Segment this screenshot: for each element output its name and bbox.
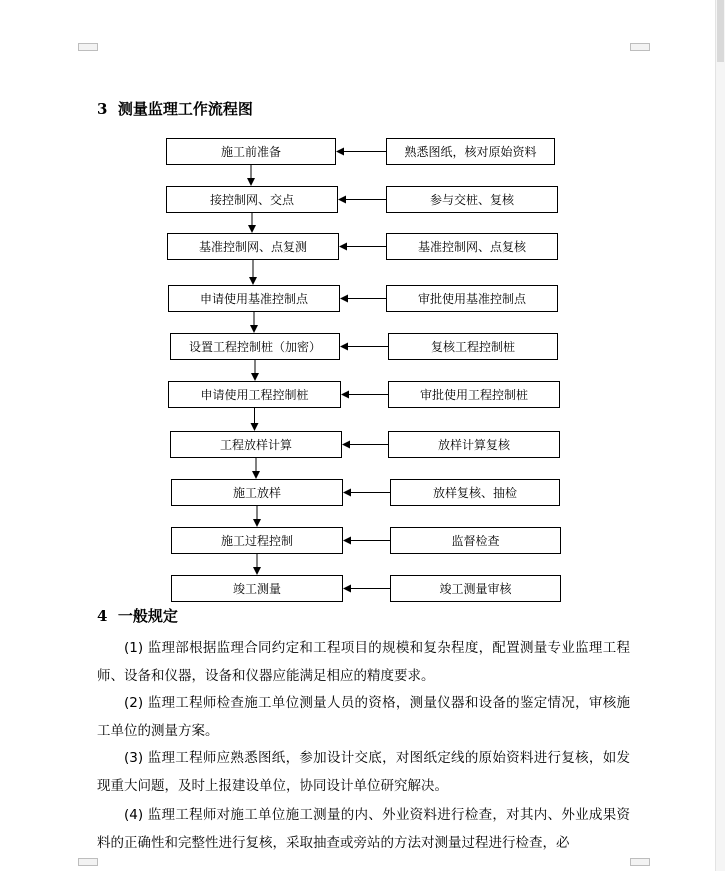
flow-step-box-8 [171, 479, 343, 506]
flow-step-box-3 [167, 233, 339, 260]
paragraph-1: (1) 监理部根据监理合同约定和工程项目的规模和复杂程度，配置测量专业监理工程师、设备和仪器，设备和仪器应能满足相应的精度要求。 [97, 640, 630, 684]
page-corner-mark-bottom-left [78, 858, 98, 866]
review-step-box-7-label: 放样计算复核 [437, 438, 510, 452]
page-corner-mark-bottom-right [630, 858, 650, 866]
flow-step-box-5 [170, 333, 340, 360]
flow-step-box-9-label: 施工过程控制 [220, 534, 293, 548]
review-step-box-5 [388, 333, 558, 360]
paragraph-2: (2) 监理工程师检查施工单位测量人员的资格，测量仪器和设备的鉴定情况，审核施工单位的测量方案。 [97, 695, 630, 739]
review-step-box-7 [388, 431, 560, 458]
review-step-box-8-label: 放样复核、抽检 [432, 486, 517, 500]
vertical-scrollbar[interactable] [715, 0, 725, 871]
review-step-box-9 [390, 527, 561, 554]
review-step-box-2 [386, 186, 558, 213]
flow-step-box-4-label: 申请使用基准控制点 [199, 292, 308, 306]
flow-step-box-10-label: 竣工测量 [232, 582, 281, 596]
flow-step-box-7 [170, 431, 342, 458]
flow-step-box-5-label: 设置工程控制桩（加密） [188, 340, 321, 354]
flow-step-box-8-label: 施工放样 [232, 486, 281, 500]
paragraph-3: (3) 监理工程师应熟悉图纸，参加设计交底，对图纸定线的原始资料进行复核，如发现重大问题，及时上报建设单位，协同设计单位研究解决。 [97, 750, 630, 794]
review-step-box-4 [386, 285, 558, 312]
section-3-title: 测量监理工作流程图 [117, 100, 253, 118]
flow-step-box-1-label: 施工前准备 [220, 145, 281, 159]
review-step-box-5-label: 复核工程控制桩 [430, 340, 515, 354]
paragraph-4: (4) 监理工程师对施工单位施工测量的内、外业资料进行检查，对其内、外业成果资料的正确性和完整性进行复核，采取抽查或旁站的方法对测量过程进行检查，必 [97, 807, 630, 851]
review-step-box-1-label: 熟悉图纸，核对原始资料 [404, 145, 537, 159]
flow-step-box-4 [168, 285, 340, 312]
review-step-box-4-label: 审批使用基准控制点 [417, 292, 526, 306]
section-4-heading [97, 605, 178, 626]
flow-step-box-6-label: 申请使用工程控制桩 [200, 388, 309, 402]
flow-step-box-3-label: 基准控制网、点复测 [198, 240, 307, 254]
review-step-box-3-label: 基准控制网、点复核 [417, 240, 526, 254]
flow-step-box-2 [166, 186, 338, 213]
review-step-box-8 [390, 479, 560, 506]
review-step-box-9-label: 监督检查 [451, 534, 500, 548]
review-step-box-1 [386, 138, 555, 165]
review-step-box-6 [388, 381, 560, 408]
section-4-number: 4 [97, 607, 108, 625]
review-step-box-10 [390, 575, 561, 602]
flow-step-box-2-label: 接控制网、交点 [209, 193, 294, 207]
review-step-box-10-label: 竣工测量审核 [439, 582, 512, 596]
flow-step-box-7-label: 工程放样计算 [219, 438, 292, 452]
flow-step-box-9 [171, 527, 343, 554]
review-step-box-2-label: 参与交桩、复核 [429, 193, 514, 207]
section-3-number: 3 [97, 100, 108, 118]
review-step-box-6-label: 审批使用工程控制桩 [419, 388, 528, 402]
flow-step-box-6 [168, 381, 341, 408]
scrollbar-thumb[interactable] [717, 0, 724, 62]
flow-step-box-10 [171, 575, 343, 602]
flow-step-box-1 [166, 138, 336, 165]
section-4-title: 一般规定 [117, 607, 178, 625]
review-step-box-3 [386, 233, 558, 260]
